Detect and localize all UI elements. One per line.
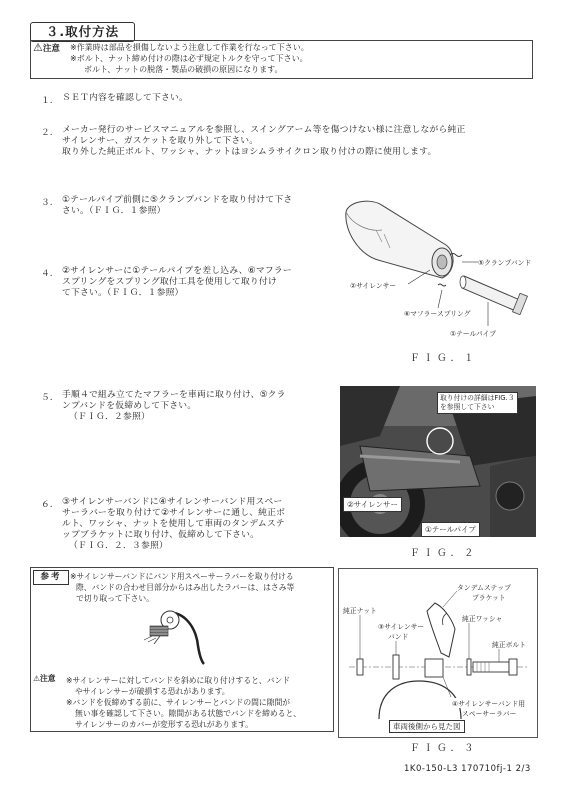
- caution-label: 注意: [42, 44, 60, 54]
- band-spacer-illustration: [140, 606, 220, 666]
- fig3-callout-genuine-nut: 純正ナット: [343, 607, 377, 615]
- reference-caution-line-2: やサイレンサーが破損する恐れがあります。: [75, 687, 230, 696]
- reference-caution-label-group: [33, 673, 56, 684]
- document-footer-code: 1K0-150-L3 170710fj-1 2/3: [404, 764, 531, 774]
- reference-caution-line-1: ※サイレンサーに対してバンドを斜めに取り付けすると、バンド: [66, 676, 291, 685]
- fig1-callout-muffler-spring: ⑥マフラースプリング: [404, 310, 471, 318]
- fig2-note-line-1: 取り付けの詳細はFIG.３: [440, 394, 515, 402]
- step-1-text: ＳＥＴ内容を確認して下さい。: [62, 93, 188, 103]
- fig3-label: ＦＩＧ．３: [410, 743, 478, 754]
- fig1-callout-clamp-band: ⑤クランプバンド: [478, 259, 532, 267]
- caution-line-1: ※作業時は部品を損傷しないよう注意して作業を行なって下さい。: [70, 43, 309, 52]
- reference-line-1: ※サイレンサーバンドにバンド用スペーサーラバーを取り付ける: [70, 572, 294, 581]
- step-6-line-5: （ＦＩＧ．２．３参照）: [69, 541, 168, 551]
- step-6-number: ６.: [41, 500, 53, 510]
- fig2-note-line-2: を参照して下さい: [440, 403, 495, 411]
- caution-label-group: [33, 41, 60, 54]
- step-2-line-2: サイレンサー、ガスケットを取り外して下さい。: [62, 136, 259, 146]
- step-6-line-3: ルト、ワッシャ、ナットを使用して車両のタンデムステ: [62, 519, 285, 529]
- step-5-line-3: （ＦＩＧ．２参照）: [69, 412, 150, 422]
- reference-line-2: 際、バンドの合わせ目部分からはみ出したラバーは、はさみ等: [76, 583, 295, 592]
- caution-line-2: ※ボルト、ナット締め付けの際は必ず規定トルクを守って下さい。: [70, 54, 308, 63]
- fig3-callout-silencer-band-line-1: ③サイレンサー: [378, 623, 425, 631]
- step-5-number: ５.: [41, 393, 53, 403]
- fig1-label: ＦＩＧ．１: [410, 353, 478, 364]
- reference-caution-label: 注意: [40, 674, 56, 683]
- reference-line-3: で切り取って下さい。: [76, 594, 154, 603]
- fig2-note: [437, 392, 518, 414]
- fig3-callout-genuine-bolt: 純正ボルト: [492, 641, 526, 649]
- step-1-number: １.: [41, 96, 53, 106]
- step-2-number: ２.: [41, 128, 53, 138]
- step-4-line-3: て下さい。（ＦＩＧ．１参照）: [62, 288, 184, 298]
- fig1-callout-tail-pipe: ①テールパイプ: [450, 330, 497, 338]
- fig3-callout-spacer-rubber-line-2: スペーサーラバー: [462, 710, 517, 718]
- warning-triangle-icon: ⚠: [33, 674, 40, 683]
- fig3-callout-tandem-bracket-line-2: ブラケット: [472, 594, 506, 602]
- fig2-label: ＦＩＧ．２: [410, 548, 478, 559]
- reference-caution-line-5: サイレンサーのカバーが変形する恐れがあります。: [75, 720, 253, 729]
- step-6-line-4: ップブラケットに取り付け、仮締めして下さい。: [62, 530, 260, 540]
- fig1-callout-silencer: ②サイレンサー: [350, 282, 397, 290]
- fig3-callout-silencer-band-line-2: バンド: [388, 633, 409, 641]
- warning-triangle-icon: ⚠: [33, 41, 43, 54]
- reference-tag: 参考: [33, 570, 69, 585]
- step-5-line-2: ンプバンドを仮締めして下さい。: [62, 401, 197, 411]
- step-4-line-2: スプリングをスプリング取付工具を使用して取り付け: [62, 277, 277, 287]
- fig3-callout-genuine-washer: 純正ワッシャ: [462, 615, 503, 623]
- fig3-view-caption: 車両後側から見た図: [389, 720, 465, 733]
- fig2-callout-tail-pipe: ①テールパイプ: [421, 522, 480, 537]
- section-title: ３.取付方法: [30, 22, 135, 42]
- step-5-line-1: 手順４で組み立てたマフラーを車両に取り付け、⑤クラ: [62, 390, 286, 400]
- step-3-number: ３.: [41, 198, 53, 208]
- caution-line-3: ボルト、ナットの脱落・製品の破損の原因になります。: [84, 65, 283, 74]
- fig3-callout-spacer-rubber-line-1: ④サイレンサーバンド用: [452, 700, 526, 708]
- step-6-line-1: ③サイレンサーバンドに④サイレンサーバンド用スペー: [62, 497, 283, 507]
- reference-caution-line-4: 無い事を確認して下さい。隙間がある状態でバンドを締めると、: [75, 709, 302, 718]
- fig2-callout-silencer: ②サイレンサー: [343, 497, 402, 512]
- step-4-number: ４.: [41, 269, 53, 279]
- step-2-line-3: 取り外した純正ボルト、ワッシャ、ナットはヨシムラサイクロン取り付けの際に使用します。: [62, 147, 437, 157]
- step-3-line-2: さい。（ＦＩＧ．１参照）: [62, 206, 166, 216]
- step-6-line-2: サーラバーを取り付けて②サイレンサーに通し、純正ボ: [62, 508, 286, 518]
- fig3-callout-tandem-bracket-line-1: タンデムステップ: [457, 584, 511, 592]
- step-4-line-1: ②サイレンサーに①テールパイプを差し込み、⑥マフラー: [62, 266, 292, 276]
- step-2-line-1: メーカー発行のサービスマニュアルを参照し、スイングアーム等を傷つけない様に注意しながら純正: [62, 125, 466, 135]
- step-3-line-1: ①テールパイプ前側に⑤クランプバンドを取り付けて下さ: [62, 195, 293, 205]
- reference-caution-line-3: ※バンドを仮締めする前に、サイレンサーとバンドの間に隙間が: [66, 698, 291, 707]
